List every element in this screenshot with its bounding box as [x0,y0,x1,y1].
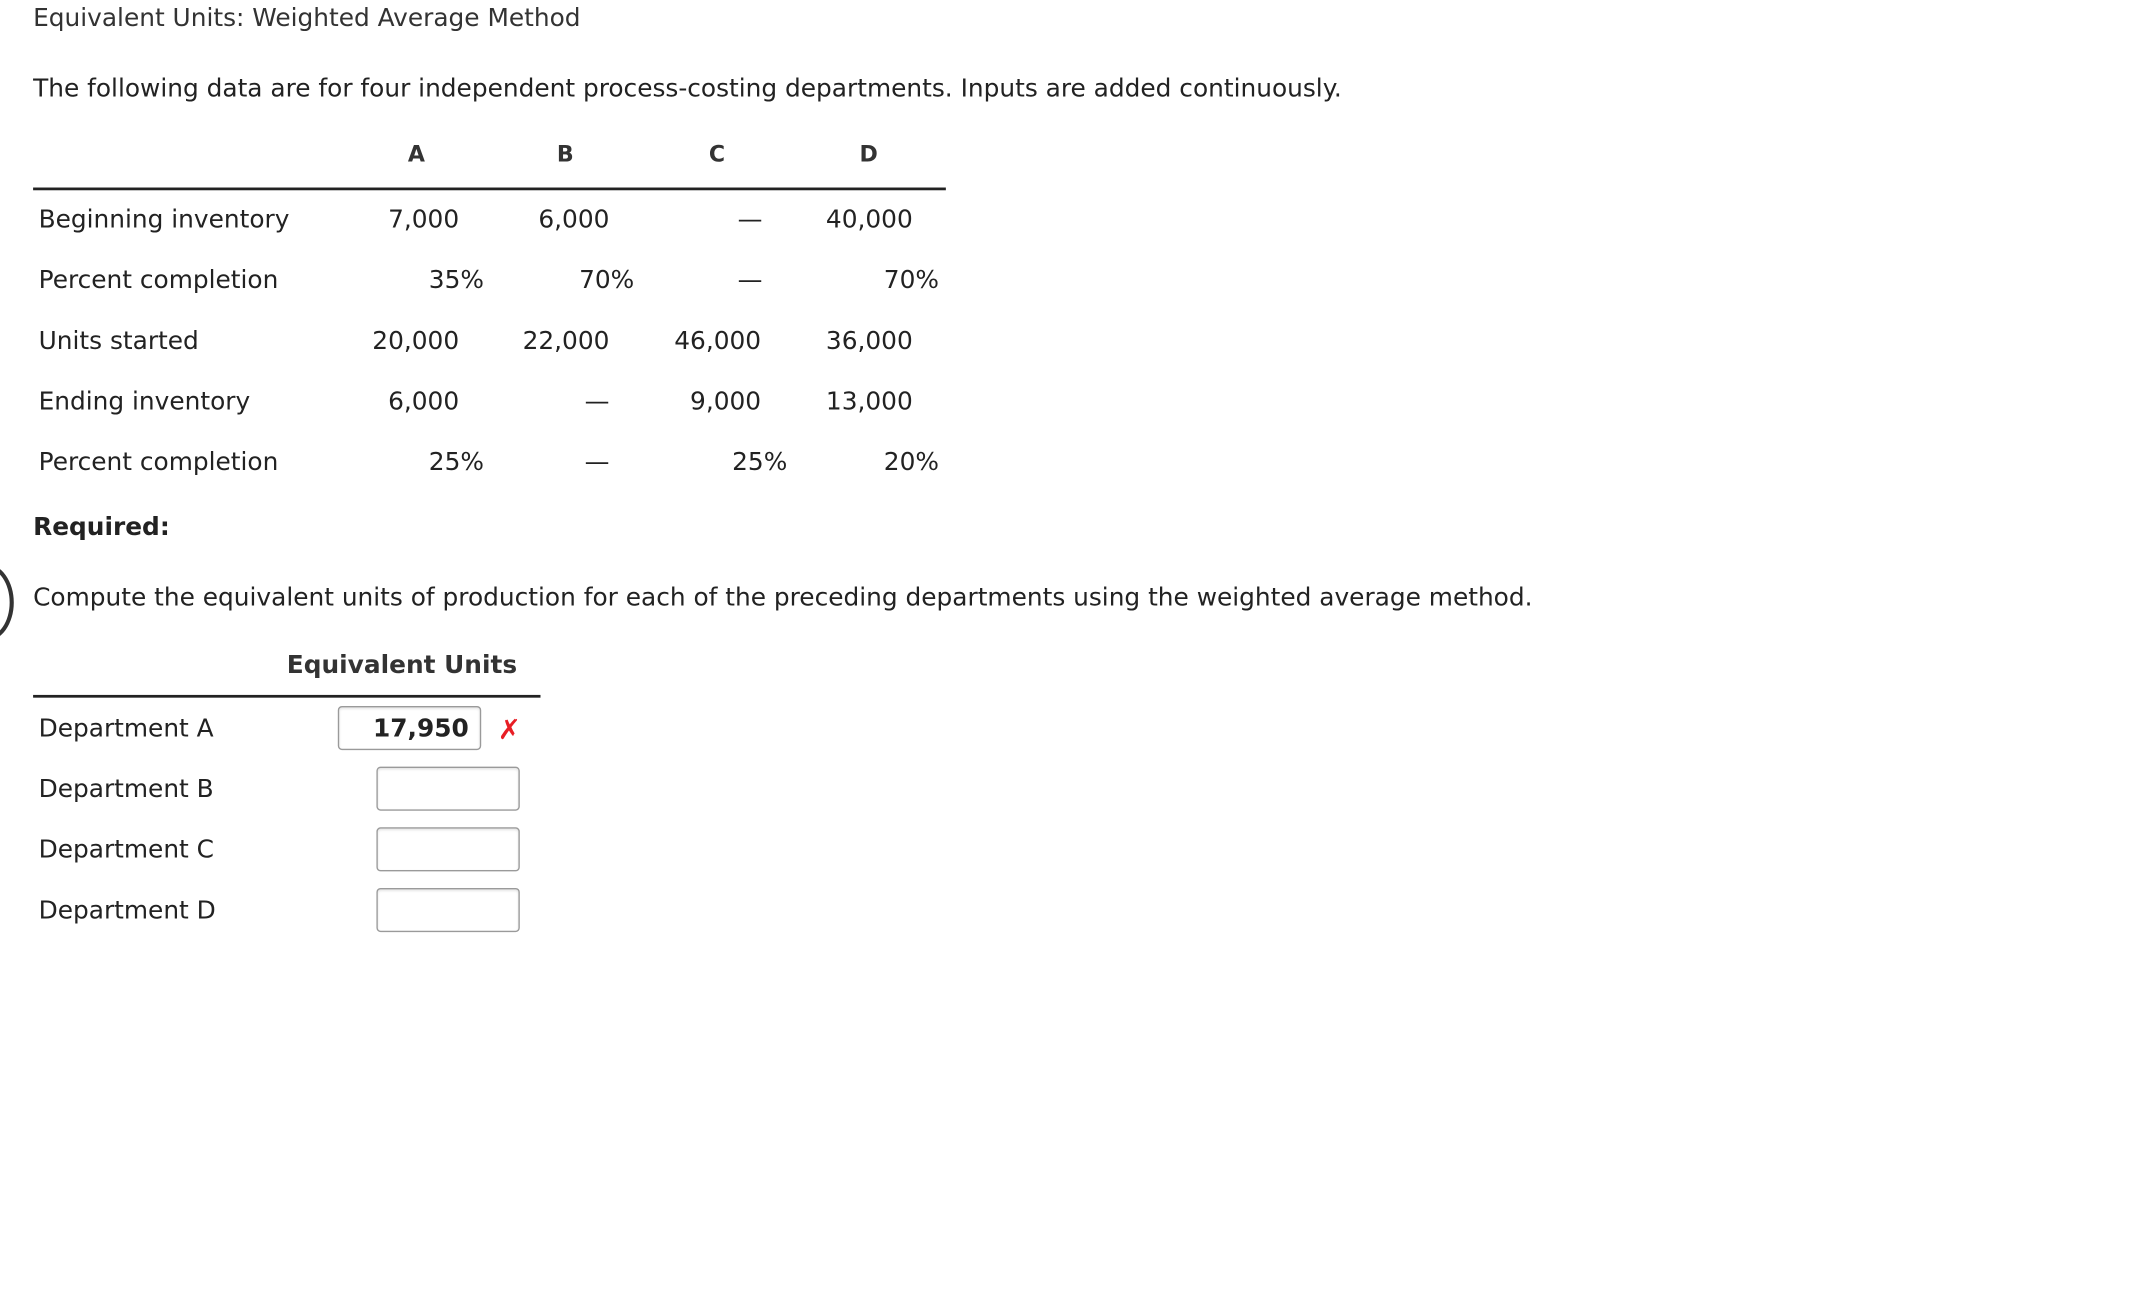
table-cell: — [584,448,610,478]
table-cell: 25% [428,448,484,478]
table-row [33,190,946,251]
table-cell: — [737,266,763,296]
department-label: Department B [38,774,214,804]
answer-row-department-d [33,880,540,941]
required-heading: Required: [33,512,170,542]
department-c-input[interactable] [376,827,519,871]
question-marker [0,564,14,641]
table-cell: 6,000 [538,205,610,235]
table-cell: 7,000 [388,205,460,235]
table-row [33,433,946,494]
department-b-input[interactable] [376,767,519,811]
answer-row-department-c [33,819,540,880]
column-header-b: B [556,140,574,167]
department-a-input[interactable] [338,706,481,750]
table-cell: 35% [428,266,484,296]
department-label: Department C [38,835,215,865]
row-label: Ending inventory [38,387,251,417]
table-cell: 20% [883,448,939,478]
incorrect-x-icon: ✗ [497,712,521,746]
table-cell: 46,000 [674,326,762,356]
answer-table [33,645,540,940]
answer-row-department-b [33,758,540,819]
table-row [33,372,946,433]
row-label: Percent completion [38,448,279,478]
department-d-input[interactable] [376,888,519,932]
department-label: Department D [38,896,216,926]
table-cell: 40,000 [825,205,913,235]
table-cell: 13,000 [825,387,913,417]
intro-text: The following data are for four independent process-costing departments. Inputs are added continuously. [33,74,1342,104]
column-header-c: C [708,140,726,167]
table-cell: 22,000 [522,326,610,356]
equivalent-units-header: Equivalent Units [286,650,518,680]
row-label: Percent completion [38,266,279,296]
column-header-d: D [859,140,878,167]
table-cell: 70% [579,266,635,296]
data-table-header [33,135,946,190]
answer-table-header [33,645,540,697]
row-label: Units started [38,326,199,356]
data-table [33,135,946,493]
table-row [33,312,946,373]
department-label: Department A [38,714,214,744]
page-title: Equivalent Units: Weighted Average Method [33,4,581,34]
table-cell: — [584,387,610,417]
row-label: Beginning inventory [38,205,290,235]
table-cell: 25% [732,448,788,478]
table-row [33,251,946,312]
column-header-a: A [407,140,425,167]
answer-row-department-a [33,698,540,759]
table-cell: 6,000 [388,387,460,417]
instruction-text: Compute the equivalent units of production for each of the preceding departments using the weighted average method. [33,583,1533,613]
table-cell: — [737,205,763,235]
table-cell: 9,000 [690,387,762,417]
table-cell: 36,000 [825,326,913,356]
table-cell: 70% [883,266,939,296]
table-cell: 20,000 [372,326,460,356]
